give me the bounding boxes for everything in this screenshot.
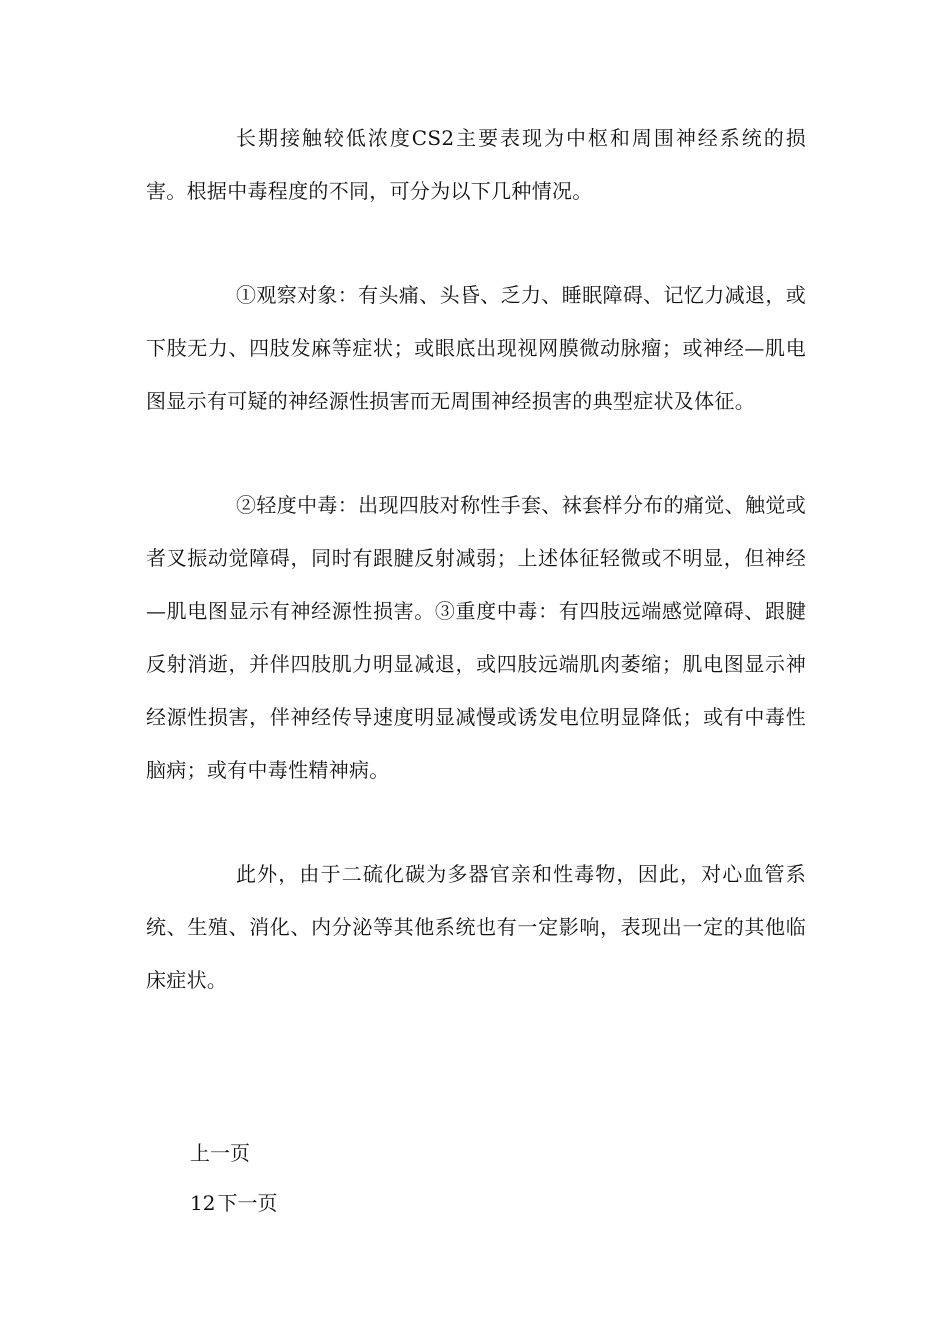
paragraph-other-systems: 此外，由于二硫化碳为多器官亲和性毒物，因此，对心血管系统、生殖、消化、内分泌等其他系统也有一定影响，表现出一定的其他临床症状。 [146, 862, 806, 992]
pagination [190, 1128, 277, 1228]
paragraph-observation: ①观察对象：有头痛、头昏、乏力、睡眠障碍、记忆力减退，或下肢无力、四肢发麻等症状；或眼底出现视网膜微动脉瘤；或神经—肌电图显示有可疑的神经源性损害而无周围神经损害的典型症状及体征。 [146, 283, 806, 413]
page-nav-line [190, 1178, 277, 1228]
document-body [146, 112, 806, 1007]
page-number-links[interactable]: 12 [190, 1191, 216, 1215]
next-page-link[interactable]: 下一页 [217, 1191, 278, 1215]
paragraph-mild-severe-poisoning: ②轻度中毒：出现四肢对称性手套、袜套样分布的痛觉、触觉或者叉振动觉障碍，同时有跟腱反射减弱；上述体征轻微或不明显，但神经—肌电图显示有神经源性损害。③重度中毒：有四肢远端感觉障碍、跟腱反射消逝，并伴四肢肌力明显减退，或四肢远端肌肉萎缩；肌电图显示神经源性损害，伴神经传导速度明显减慢或诱发电位明显降低；或有中毒性脑病；或有中毒性精神病。 [146, 493, 806, 782]
prev-page-link[interactable]: 上一页 [190, 1141, 250, 1165]
paragraph-intro: 长期接触较低浓度CS2主要表现为中枢和周围神经系统的损害。根据中毒程度的不同，可分为以下几种情况。 [146, 126, 806, 203]
